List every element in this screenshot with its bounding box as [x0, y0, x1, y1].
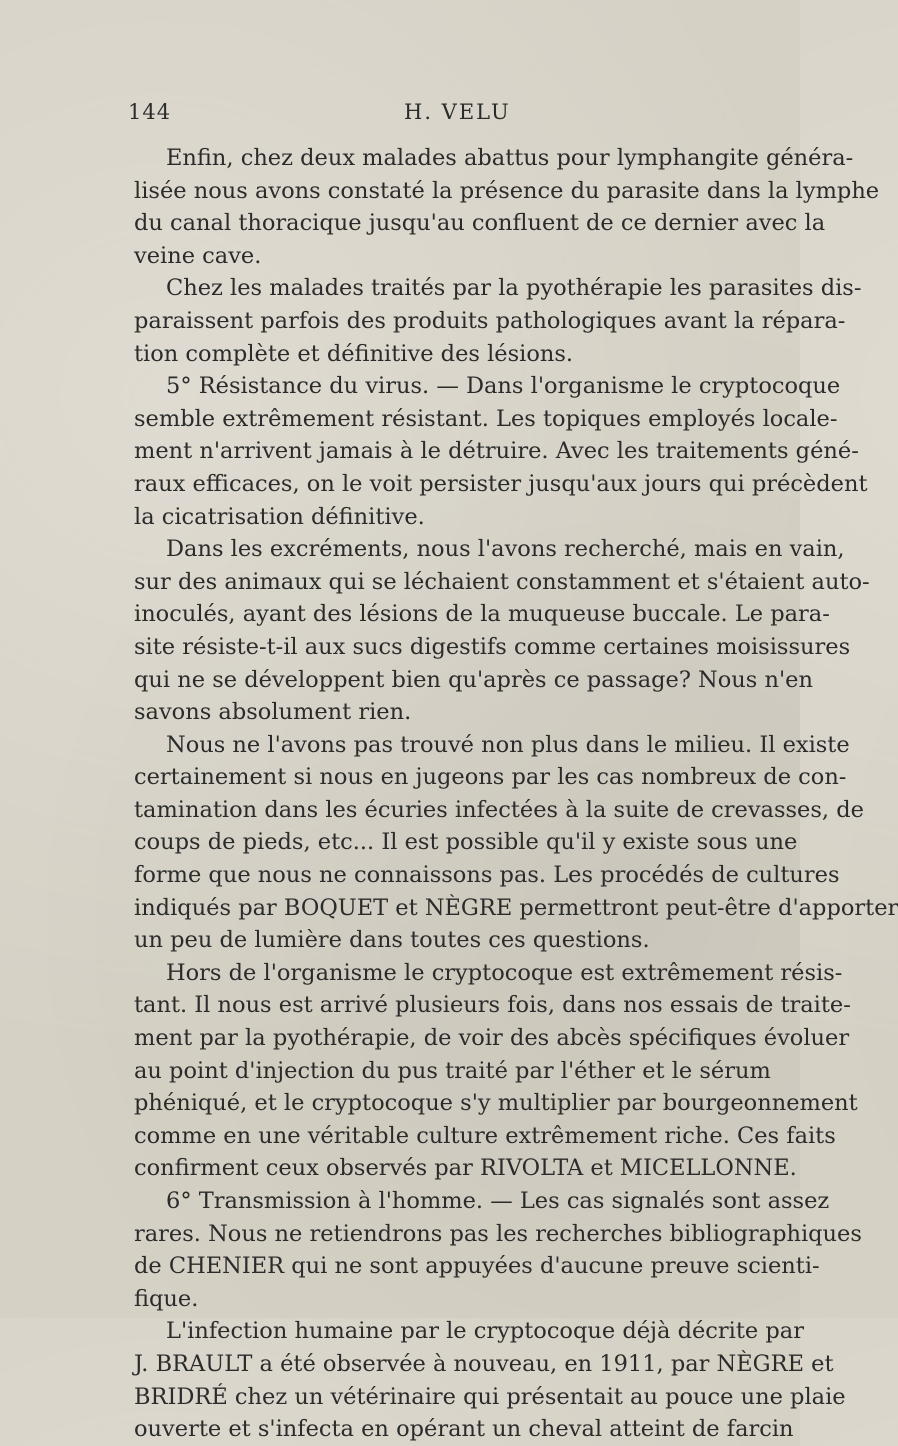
text-line: tion complète et définitive des lésions.	[134, 340, 574, 367]
text-line: un peu de lumière dans toutes ces questions.	[134, 927, 650, 954]
text-line: Enfin, chez deux malades abattus pour lymphangite généra-	[166, 145, 854, 171]
page-number: 144	[128, 100, 172, 124]
text-line: 5° Résistance du virus. — Dans l'organisme le cryptocoque	[166, 373, 841, 400]
text-line: du canal thoracique jusqu'au confluent de ce dernier avec la	[134, 210, 826, 237]
text-line: Dans les excréments, nous l'avons recherché, mais en vain,	[166, 536, 845, 563]
body-text	[134, 142, 898, 1446]
text-line: savons absolument rien.	[134, 699, 412, 726]
text-line: site résiste-t-il aux sucs digestifs comme certaines moisissures	[134, 633, 851, 660]
text-line: confirment ceux observés par RIVOLTA et MICELLONNE.	[134, 1155, 797, 1182]
text-line: tamination dans les écuries infectées à la suite de crevasses, de	[134, 796, 864, 823]
text-line: forme que nous ne connaissons pas. Les procédés de cultures	[134, 862, 840, 889]
text-line: tant. Il nous est arrivé plusieurs fois, dans nos essais de traite-	[134, 992, 851, 1019]
text-line: Nous ne l'avons pas trouvé non plus dans le milieu. Il existe	[166, 731, 850, 758]
text-line: comme en une véritable culture extrêmement riche. Ces faits	[134, 1122, 836, 1149]
text-line: inoculés, ayant des lésions de la muqueuse buccale. Le para-	[134, 601, 830, 628]
text-line: raux efficaces, on le voit persister jusqu'aux jours qui précèdent	[134, 470, 868, 497]
text-line: au point d'injection du pus traité par l'éther et le sérum	[134, 1057, 771, 1084]
text-line: L'infection humaine par le cryptocoque déjà décrite par	[166, 1318, 804, 1345]
text-line: qui ne se développent bien qu'après ce passage? Nous n'en	[134, 666, 813, 693]
text-line: phéniqué, et le cryptocoque s'y multiplier par bourgeonnement	[134, 1090, 858, 1117]
text-line: indiqués par BOQUET et NÈGRE permettront peut-être d'apporter	[134, 894, 898, 921]
text-line: 6° Transmission à l'homme. — Les cas signalés sont assez	[166, 1188, 830, 1214]
text-line: lisée nous avons constaté la présence du parasite dans la lymphe	[134, 177, 880, 204]
running-head	[128, 92, 688, 132]
text-line: J. BRAULT a été observée à nouveau, en 1911, par NÈGRE et	[134, 1350, 834, 1377]
running-head-author: H. VELU	[404, 100, 511, 124]
text-line: ouverte et s'infecta en opérant un cheval atteint de farcin	[134, 1416, 794, 1443]
text-line: rares. Nous ne retiendrons pas les recherches bibliographiques	[134, 1220, 862, 1247]
text-line: Hors de l'organisme le cryptocoque est extrêmement résis-	[166, 959, 843, 986]
text-line: semble extrêmement résistant. Les topiques employés locale-	[134, 405, 838, 432]
text-line: BRIDRÉ chez un vétérinaire qui présentait au pouce une plaie	[134, 1383, 846, 1410]
text-line: fique.	[134, 1285, 199, 1312]
text-line: de CHENIER qui ne sont appuyées d'aucune preuve scienti-	[134, 1253, 820, 1280]
text-line: coups de pieds, etc... Il est possible qu'il y existe sous une	[134, 829, 798, 856]
text-line: certainement si nous en jugeons par les cas nombreux de con-	[134, 764, 847, 791]
text-line: veine cave.	[134, 242, 262, 269]
text-line: paraissent parfois des produits pathologiques avant la répara-	[134, 307, 846, 334]
text-line: ment n'arrivent jamais à le détruire. Avec les traitements géné-	[134, 438, 859, 465]
text-line: ment par la pyothérapie, de voir des abcès spécifiques évoluer	[134, 1025, 850, 1052]
text-line: Chez les malades traités par la pyothérapie les parasites dis-	[166, 275, 862, 302]
text-line: la cicatrisation définitive.	[134, 503, 425, 530]
text-line: sur des animaux qui se léchaient constamment et s'étaient auto-	[134, 568, 870, 595]
